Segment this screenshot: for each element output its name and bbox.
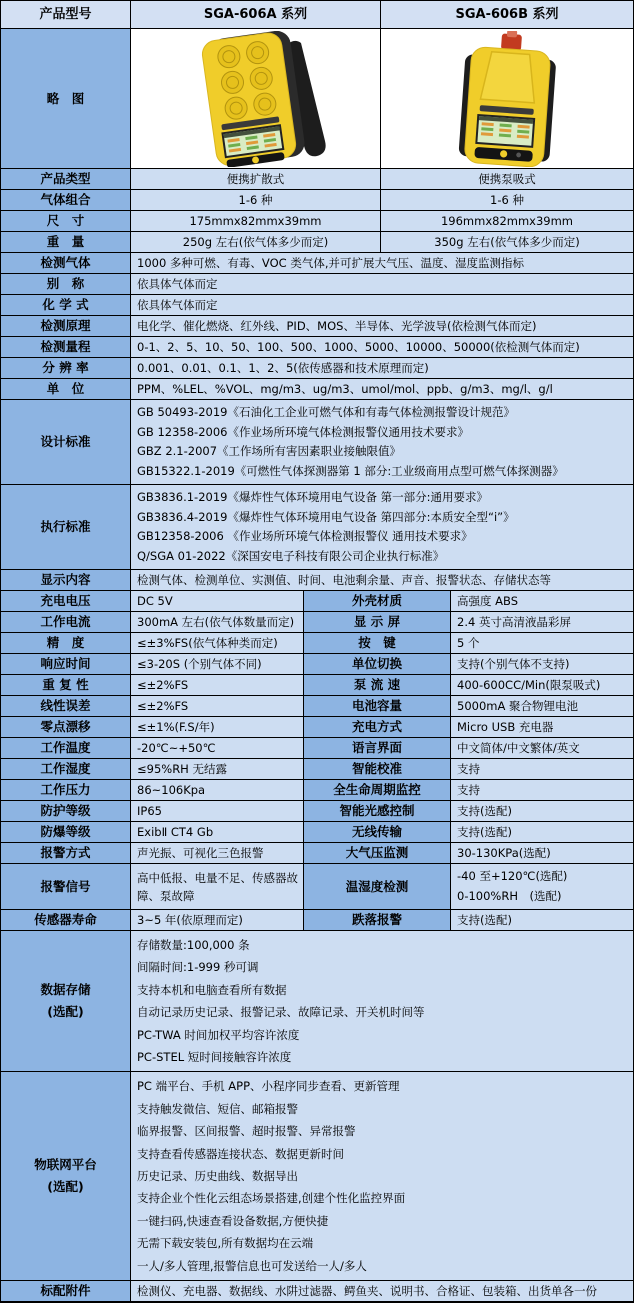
- table-row: [1, 801, 633, 822]
- table-row: [1, 910, 633, 931]
- spec-label: 电池容量: [304, 696, 451, 716]
- spec-value-a: 便携扩散式: [131, 169, 381, 189]
- spec-label: 单位切换: [304, 654, 451, 674]
- table-row: [1, 654, 633, 675]
- table-row: [1, 232, 633, 253]
- spec-value: 支持: [451, 780, 633, 800]
- spec-label: 工作电流: [1, 612, 131, 632]
- spec-label: 响应时间: [1, 654, 131, 674]
- spec-value: 0.001、0.01、0.1、1、2、5(依传感器和技术原理而定): [131, 358, 633, 378]
- table-row: [1, 738, 633, 759]
- table-row: [1, 570, 633, 591]
- data-storage-row: [1, 931, 633, 1072]
- spec-label: 智能校准: [304, 759, 451, 779]
- spec-label: 气体组合: [1, 190, 131, 210]
- spec-value: 支持: [451, 759, 633, 779]
- spec-value-a: 175mmx82mmx39mm: [131, 211, 381, 231]
- spec-label: 工作温度: [1, 738, 131, 758]
- spec-label: 温湿度检测: [304, 864, 451, 909]
- spec-value: 电化学、催化燃烧、红外线、PID、MOS、半导体、光学波导(依检测气体而定): [131, 316, 633, 336]
- product-image-cell-b: [381, 29, 633, 168]
- table-row: [1, 696, 633, 717]
- table-row: [1, 780, 633, 801]
- spec-label: 执行标准: [1, 485, 131, 569]
- spec-label: 充电方式: [304, 717, 451, 737]
- spec-value-b: 350g 左右(依气体多少而定): [381, 232, 633, 252]
- product-image-cell-a: [131, 29, 381, 168]
- spec-label: 传感器寿命: [1, 910, 131, 930]
- spec-label: 检测气体: [1, 253, 131, 273]
- spec-value: 依具体气体而定: [131, 274, 633, 294]
- spec-value: 2.4 英寸高清液晶彩屏: [451, 612, 633, 632]
- spec-value: ExibⅡ CT4 Gb: [131, 822, 304, 842]
- table-header-row: [1, 1, 633, 29]
- spec-value: 86~106Kpa: [131, 780, 304, 800]
- table-row: [1, 253, 633, 274]
- table-row: [1, 316, 633, 337]
- spec-value: ≤±2%FS: [131, 696, 304, 716]
- spec-value: Micro USB 充电器: [451, 717, 633, 737]
- table-row: [1, 211, 633, 232]
- spec-label: 大气压监测: [304, 843, 451, 863]
- spec-value: 检测仪、充电器、数据线、水阱过滤器、鳄鱼夹、说明书、合格证、包装箱、出货单各一份: [131, 1281, 633, 1301]
- table-row: [1, 591, 633, 612]
- spec-value: 高强度 ABS: [451, 591, 633, 611]
- table-row: [1, 337, 633, 358]
- spec-value: 0-1、2、5、10、50、100、500、1000、5000、10000、50000(依检测气体而定): [131, 337, 633, 357]
- spec-value: 400-600CC/Min(限泵吸式): [451, 675, 633, 695]
- iot-platform-row: [1, 1072, 633, 1281]
- spec-value: 中文简体/中文繁体/英文: [451, 738, 633, 758]
- spec-value: 支持(选配): [451, 910, 633, 930]
- spec-label: 零点漂移: [1, 717, 131, 737]
- spec-label: 防爆等级: [1, 822, 131, 842]
- spec-label: 语言界面: [304, 738, 451, 758]
- table-row: [1, 190, 633, 211]
- table-row: [1, 358, 633, 379]
- spec-label: 分 辨 率: [1, 358, 131, 378]
- spec-label: 别 称: [1, 274, 131, 294]
- spec-label: 单 位: [1, 379, 131, 399]
- spec-value: ≤3-20S (个别气体不同): [131, 654, 304, 674]
- spec-value: 检测气体、检测单位、实测值、时间、电池剩余量、声音、报警状态、存储状态等: [131, 570, 633, 590]
- spec-value: 支持(选配): [451, 801, 633, 821]
- spec-label: 充电电压: [1, 591, 131, 611]
- spec-value: 支持(个别气体不支持): [451, 654, 633, 674]
- sketch-label: 略 图: [1, 29, 131, 168]
- spec-label: 外壳材质: [304, 591, 451, 611]
- alarm-signal-row: [1, 864, 633, 910]
- spec-label: 全生命周期监控: [304, 780, 451, 800]
- spec-label: 智能光感控制: [304, 801, 451, 821]
- spec-value-multiline: PC 端平台、手机 APP、小程序同步查看、更新管理 支持触发微信、短信、邮箱报警 临界报警、区间报警、超时报警、异常报警 支持查看传感器连接状态、数据更新时间 历史记录、历史曲线、数据导出 支持企业个性化云组态场景搭建,创建个性化监控界面 一键扫码,快速查看设备数据,方便快捷 无需下载安装包,所有数据均在云端 一人/多人管理,报警信息也可发送给一人/多人: [131, 1072, 633, 1280]
- spec-value: PPM、%LEL、%VOL、mg/m3、ug/m3、umol/mol、ppb、g/m3、mg/l、g/l: [131, 379, 633, 399]
- table-row: [1, 843, 633, 864]
- spec-label: 物联网平台 (选配): [1, 1072, 131, 1280]
- table-row: [1, 169, 633, 190]
- spec-value: ≤±3%FS(依气体种类而定): [131, 633, 304, 653]
- table-row: [1, 759, 633, 780]
- spec-value: DC 5V: [131, 591, 304, 611]
- spec-value: 30-130KPa(选配): [451, 843, 633, 863]
- spec-value: IP65: [131, 801, 304, 821]
- header-series-b: SGA-606B 系列: [381, 1, 633, 28]
- spec-label: 线性误差: [1, 696, 131, 716]
- spec-value: 5000mA 聚合物锂电池: [451, 696, 633, 716]
- spec-value-a: 250g 左右(依气体多少而定): [131, 232, 381, 252]
- spec-label: 无线传输: [304, 822, 451, 842]
- spec-label: 跌落报警: [304, 910, 451, 930]
- spec-value-a: 1-6 种: [131, 190, 381, 210]
- header-product-model: 产品型号: [1, 1, 131, 28]
- accessories-row: [1, 1281, 633, 1301]
- spec-value: 依具体气体而定: [131, 295, 633, 315]
- exec-standards-row: [1, 485, 633, 570]
- spec-label: 显示内容: [1, 570, 131, 590]
- spec-label: 产品类型: [1, 169, 131, 189]
- spec-value: ≤±1%(F.S/年): [131, 717, 304, 737]
- spec-label: 标配附件: [1, 1281, 131, 1301]
- design-standards-row: [1, 400, 633, 485]
- spec-value-multiline: GB3836.1-2019《爆炸性气体环境用电气设备 第一部分:通用要求》 GB3836.4-2019《爆炸性气体环境用电气设备 第四部分:本质安全型“i”》 GB12358-2006 《作业场所环境气体检测报警仪 通用技术要求》 Q/SGA 01-2022《深国安电子科技有限公司企业执行标准》: [131, 485, 633, 569]
- spec-label: 设计标准: [1, 400, 131, 484]
- spec-value-b: 便携泵吸式: [381, 169, 633, 189]
- spec-value: -20℃~+50℃: [131, 738, 304, 758]
- spec-value-multiline: GB 50493-2019《石油化工企业可燃气体和有毒气体检测报警设计规范》 GB 12358-2006《作业场所环境气体检测报警仪通用技术要求》 GBZ 2.1-2007《工作场所有害因素职业接触限值》 GB15322.1-2019《可燃性气体探测器第 1 部分:工业级商用点型可燃气体探测器》: [131, 400, 633, 484]
- spec-label: 工作压力: [1, 780, 131, 800]
- sga-606a-product-image: [156, 31, 356, 167]
- table-row: [1, 379, 633, 400]
- sketch-row: [1, 29, 633, 169]
- spec-label: 显 示 屏: [304, 612, 451, 632]
- spec-value: 5 个: [451, 633, 633, 653]
- table-row: [1, 717, 633, 738]
- spec-label: 重 量: [1, 232, 131, 252]
- spec-label: 防护等级: [1, 801, 131, 821]
- spec-value: 3~5 年(依原理而定): [131, 910, 304, 930]
- table-row: [1, 675, 633, 696]
- table-row: [1, 274, 633, 295]
- spec-value: 1000 多种可燃、有毒、VOC 类气体,并可扩展大气压、温度、湿度监测指标: [131, 253, 633, 273]
- spec-value-b: 196mmx82mmx39mm: [381, 211, 633, 231]
- spec-value: 支持(选配): [451, 822, 633, 842]
- spec-label: 检测量程: [1, 337, 131, 357]
- header-series-a: SGA-606A 系列: [131, 1, 381, 28]
- table-row: [1, 633, 633, 654]
- spec-label: 化 学 式: [1, 295, 131, 315]
- spec-value: 声光振、可视化三色报警: [131, 843, 304, 863]
- spec-label: 数据存储 (选配): [1, 931, 131, 1071]
- spec-label: 精 度: [1, 633, 131, 653]
- table-row: [1, 822, 633, 843]
- spec-value: 300mA 左右(依气体数量而定): [131, 612, 304, 632]
- spec-label: 报警方式: [1, 843, 131, 863]
- table-row: [1, 612, 633, 633]
- spec-label: 尺 寸: [1, 211, 131, 231]
- spec-label: 重 复 性: [1, 675, 131, 695]
- spec-label: 按 键: [304, 633, 451, 653]
- spec-label: 工作湿度: [1, 759, 131, 779]
- spec-label: 泵 流 速: [304, 675, 451, 695]
- table-row: [1, 295, 633, 316]
- spec-value-multiline: -40 至+120℃(选配) 0-100%RH (选配): [451, 864, 633, 909]
- spec-value: ≤±2%FS: [131, 675, 304, 695]
- lcd-screen: [475, 113, 535, 147]
- spec-value: ≤95%RH 无结露: [131, 759, 304, 779]
- spec-value-b: 1-6 种: [381, 190, 633, 210]
- spec-value: 高中低报、电量不足、传感器故障、泵故障: [131, 864, 304, 909]
- sga-606b-product-image: [407, 31, 607, 167]
- spec-label: 报警信号: [1, 864, 131, 909]
- spec-value-multiline: 存储数量:100,000 条 间隔时间:1-999 秒可调 支持本机和电脑查看所有数据 自动记录历史记录、报警记录、故障记录、开关机时间等 PC-TWA 时间加权平均容许浓度 PC-STEL 短时间接触容许浓度: [131, 931, 633, 1071]
- spec-label: 检测原理: [1, 316, 131, 336]
